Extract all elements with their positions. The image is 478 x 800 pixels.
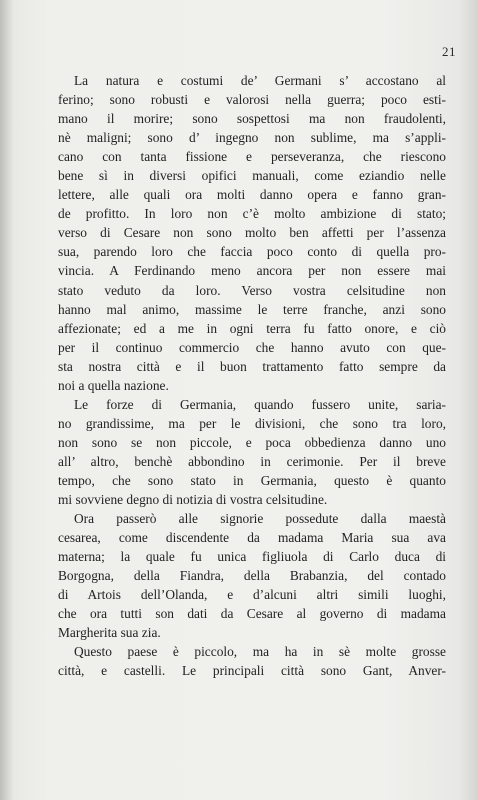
text-line: Questo paese è piccolo, ma ha in sè molte grosse	[74, 644, 446, 660]
text-line: Ora passerò alle signorie possedute dalla maestà	[74, 511, 446, 527]
text-line: bene sì in diversi opifici manuali, come eziandio nelle	[58, 168, 446, 184]
text-line: cesarea, come discendente da madama Maria sua ava	[58, 530, 446, 546]
text-line: Le forze di Germania, quando fussero unite, saria-	[74, 396, 446, 412]
text-line: non sono se non piccole, e poca obbedienza danno uno	[58, 434, 446, 450]
text-line: vincia. A Ferdinando meno ancora per non essere mai	[58, 263, 446, 279]
text-line: tempo, che sono stato in Germania, questo è quanto	[58, 472, 446, 488]
text-line: no grandissime, ma per le divisioni, che sono tra loro,	[58, 415, 446, 431]
text-line: ferino; sono robusti e valorosi nella guerra; poco esti-	[58, 92, 446, 108]
text-line: verso di Cesare non sono molto ben affetti per l’assenza	[58, 225, 446, 241]
text-line: hanno mal animo, massime le terre franche, anzi sono	[58, 301, 446, 317]
text-line: mi sovviene degno di notizia di vostra celsitudine.	[58, 492, 328, 508]
text-line: stato veduto da loro. Verso vostra celsitudine non	[58, 282, 446, 298]
text-line: Margherita sua zia.	[58, 625, 161, 641]
page-gutter-shadow	[0, 0, 14, 800]
text-line: cano con tanta fissione e perseveranza, che riescono	[58, 149, 446, 165]
text-line: sta nostra città e il buon trattamento fatto sempre da	[58, 358, 446, 374]
text-line: di Artois dell’Olanda, e d’alcuni altri simili luoghi,	[58, 587, 446, 603]
text-line: città, e castelli. Le principali città sono Gant, Anver-	[58, 663, 446, 679]
text-line: lettere, alle quali ora molti danno opera e fanno gran-	[58, 187, 446, 203]
text-line: per il continuo commercio che hanno avuto con que-	[58, 339, 446, 355]
text-line: materna; la quale fu unica figliuola di Carlo duca di	[58, 549, 446, 565]
text-line: mano il morire; sono sospettosi ma non fraudolenti,	[58, 111, 446, 127]
text-line: de profitto. In loro non c’è molto ambizione di stato;	[58, 206, 446, 222]
text-line: La natura e costumi de’ Germani s’ accostano al	[74, 73, 446, 88]
text-line: sua, parendo loro che faccia poco conto di quella pro-	[58, 244, 446, 260]
page-number: 21	[442, 44, 456, 59]
text-line: all’ altro, benchè abbondino in cerimonie. Per il breve	[58, 453, 446, 469]
body-text	[58, 71, 446, 681]
text-line: noi a quella nazione.	[58, 377, 169, 393]
text-line: che ora tutti son dati da Cesare al governo di madama	[58, 606, 446, 622]
text-line: affezionate; ed a me in ogni terra fu fatto onore, e ciò	[58, 320, 446, 336]
text-line: Borgogna, della Fiandra, della Brabanzia, del contado	[58, 568, 446, 584]
text-line: nè maligni; sono d’ ingegno non sublime, ma s’appli-	[58, 130, 446, 146]
